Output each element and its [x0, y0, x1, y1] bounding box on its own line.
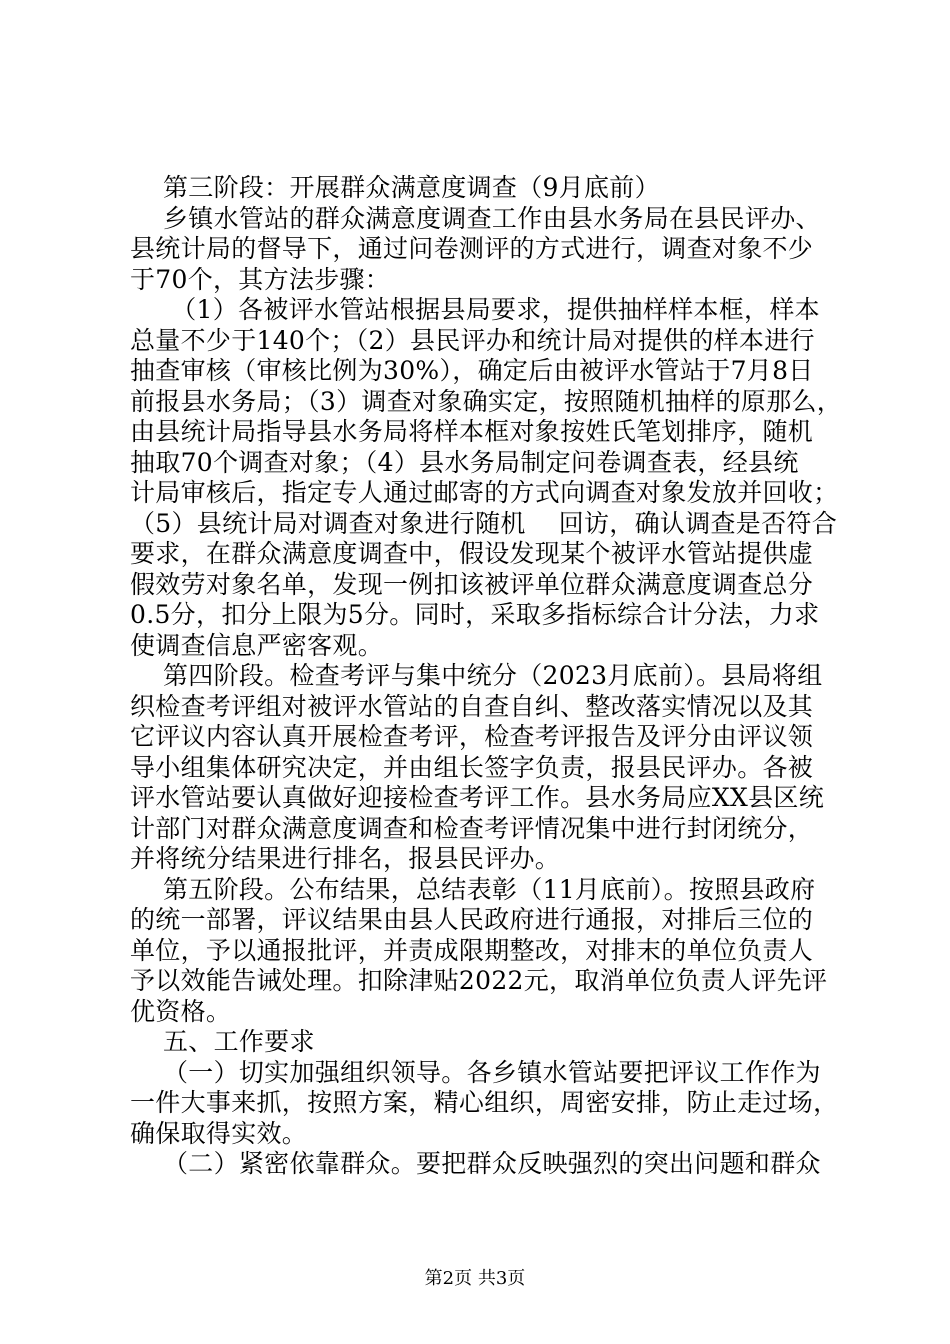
text-line: 总量不少于140个；（2）县民评办和统计局对提供的样本进行	[130, 325, 815, 355]
text-line: 评水管站要认真做好迎接检查考评工作。县水务局应XX县区统	[130, 783, 824, 812]
text-line: 它评议内容认真开展检查考评，检查考评报告及评分由评议领	[130, 722, 814, 751]
text-line: （一）切实加强组织领导。各乡镇水管站要把评议工作作为	[130, 1057, 821, 1087]
text-line: 县统计局的督导下，通过问卷测评的方式进行，调查对象不少	[130, 234, 814, 263]
text-line: 予以效能告诫处理。扣除津贴2022元，取消单位负责人评先评	[130, 966, 828, 995]
text-line: 并将统分结果进行排名，报县民评办。	[130, 844, 561, 873]
text-line: 计部门对群众满意度调查和检查考评情况集中进行封闭统分，	[130, 813, 814, 843]
text-line: 前报县水务局；（3）调查对象确实定，按照随机抽样的原那么，	[130, 386, 843, 416]
text-line: 抽查审核（审核比例为30%），确定后由被评水管站于7月8日	[130, 356, 814, 385]
text-line: （二）紧密依靠群众。要把群众反映强烈的突出问题和群众	[130, 1149, 821, 1178]
text-line: 单位，予以通报批评，并责成限期整改，对排末的单位负责人	[130, 935, 814, 965]
text-line: 第四阶段。检查考评与集中统分（2023月底前）。县局将组	[130, 661, 823, 690]
text-line: 0.5分，扣分上限为5分。同时，采取多指标综合计分法，力求	[130, 600, 820, 629]
text-line: 由县统计局指导县水务局将样本框对象按姓氏笔划排序，随机	[130, 417, 814, 446]
text-line: 使调查信息严密客观。	[130, 630, 384, 660]
document-body	[130, 173, 843, 1180]
text-line: 计局审核后，指定专人通过邮寄的方式向调查对象发放并回收；	[130, 478, 839, 507]
text-line: 的统一部署，评议结果由县人民政府进行通报，对排后三位的	[130, 905, 814, 934]
text-line: 抽取70个调查对象；（4）县水务局制定问卷调查表，经县统	[130, 447, 799, 477]
text-line: 于70个，其方法步骤：	[130, 264, 391, 294]
text-line: 乡镇水管站的群众满意度调查工作由县水务局在县民评办、	[130, 203, 821, 233]
text-line: 一件大事来抓，按照方案，精心组织，周密安排，防止走过场，	[130, 1088, 839, 1117]
text-line: （1）各被评水管站根据县局要求，提供抽样样本框，样本	[130, 295, 820, 324]
text-line: 第五阶段。公布结果，总结表彰（11月底前）。按照县政府	[130, 874, 816, 904]
text-line: 导小组集体研究决定，并由组长签字负责，报县民评办。各被	[130, 752, 814, 782]
text-line: 织检查考评组对被评水管站的自查自纠、整改落实情况以及其	[130, 691, 814, 721]
text-line: 假效劳对象名单，发现一例扣该被评单位群众满意度调查总分	[130, 569, 814, 599]
text-line: 优资格。	[130, 996, 232, 1026]
text-line: （5）县统计局对调查对象进行随机 回访，确认调查是否符合	[130, 508, 837, 538]
page-number-footer: 第2页 共3页	[424, 1268, 526, 1289]
text-line: 要求，在群众满意度调查中，假设发现某个被评水管站提供虚	[130, 539, 814, 568]
text-line: 第三阶段：开展群众满意度调查（9月底前）	[130, 173, 660, 202]
text-line: 确保取得实效。	[130, 1118, 308, 1148]
text-line: 五、工作要求	[130, 1027, 315, 1056]
